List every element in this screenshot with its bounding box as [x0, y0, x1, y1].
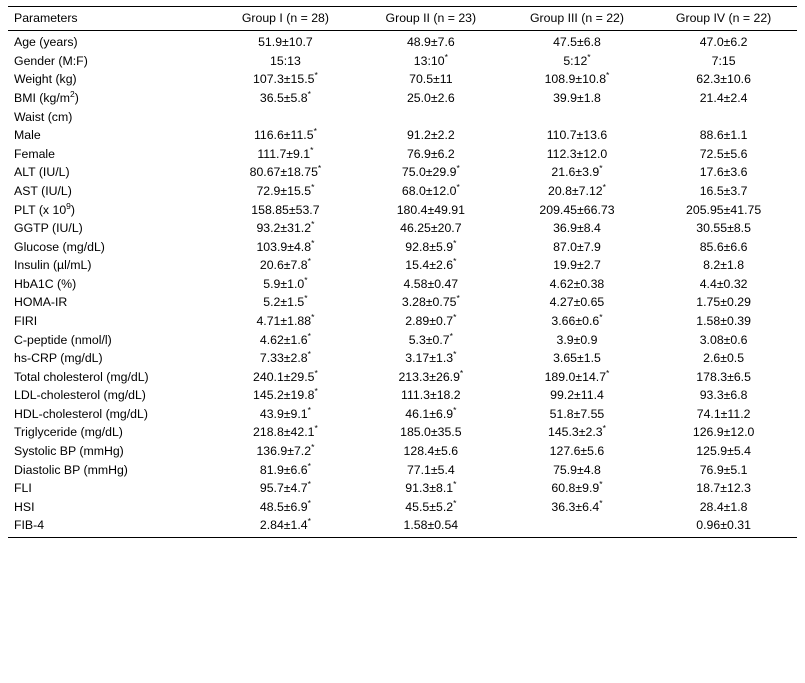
cell-group-2: 68.0±12.0*: [401, 181, 460, 198]
significance-marker: *: [602, 181, 606, 192]
cell-group-3: [504, 516, 650, 537]
significance-marker: *: [606, 367, 610, 378]
table-row: [8, 516, 797, 537]
row-parameter-label: Female: [14, 146, 56, 161]
row-parameter-label: hs-CRP (mg/dL): [14, 351, 103, 366]
significance-marker: *: [307, 516, 311, 527]
cell-group-1: 116.6±11.5*: [253, 126, 317, 143]
cell-group-2: 185.0±35.5: [400, 425, 462, 440]
cell-group-4: 21.4±2.4: [699, 91, 748, 106]
cell-group-4: 0.96±0.31: [650, 516, 797, 537]
row-parameter-label: Age (years): [14, 35, 78, 50]
cell-group-1: 36.5±5.8*: [259, 88, 311, 106]
table-row: [8, 107, 797, 126]
table-row: [8, 479, 797, 498]
row-parameter-label: Weight (kg): [14, 72, 77, 87]
table-row: [8, 182, 797, 201]
cell-group-1: 15:13: [270, 53, 301, 68]
cell-group-3: 36.9±8.4: [553, 221, 601, 236]
table-row: [8, 349, 797, 368]
significance-marker: *: [599, 163, 603, 174]
cell-group-4: 1.58±0.39: [696, 313, 751, 328]
significance-marker: *: [304, 293, 308, 304]
cell-group-1: 107.3±15.5*: [253, 70, 318, 87]
cell-group-4: 74.1±11.2: [696, 406, 751, 421]
cell-group-4: 3.08±0.6: [699, 332, 748, 347]
cell-group-1: 4.62±1.6*: [259, 330, 311, 347]
row-parameter-label: LDL-cholesterol (mg/dL): [14, 388, 146, 403]
row-parameter-label: C-peptide (nmol/l): [14, 332, 112, 347]
cell-group-1: 111.7±9.1*: [257, 144, 314, 161]
table-header-row: [8, 7, 797, 31]
cell-group-3: 36.3±6.4*: [551, 497, 603, 514]
significance-marker: *: [453, 311, 457, 322]
table-row: [8, 330, 797, 349]
cell-group-2: 91.3±8.1*: [405, 479, 457, 496]
significance-marker: *: [307, 404, 311, 415]
cell-group-2: 77.1±5.4: [406, 462, 455, 477]
row-parameter-label: PLT (x $10^9$): [14, 200, 76, 217]
cell-group-2: 13:10*: [413, 51, 448, 68]
significance-marker: *: [317, 163, 322, 174]
cell-group-1: 72.9±15.5*: [256, 181, 315, 198]
row-parameter-label: HSI: [14, 499, 35, 514]
significance-marker: *: [307, 330, 311, 341]
cell-group-3: 189.0±14.7*: [544, 367, 610, 384]
cell-group-1: 95.7±4.7*: [259, 479, 311, 496]
significance-marker: *: [453, 479, 457, 490]
row-parameter-label: Waist (cm): [14, 109, 73, 124]
table-row: [8, 145, 797, 164]
row-parameter-label: HbA1C (%): [14, 276, 77, 291]
cell-group-1: 20.6±7.8*: [259, 256, 311, 273]
significance-marker: *: [453, 237, 457, 248]
row-parameter-label: Triglyceride (mg/dL): [14, 425, 123, 440]
significance-marker: *: [599, 497, 603, 508]
column-header-group-2: Group II (n = 23): [358, 7, 504, 31]
table-row: [8, 31, 797, 52]
cell-group-4: 17.6±3.6: [699, 165, 748, 180]
significance-marker: *: [449, 330, 453, 341]
significance-marker: *: [314, 386, 318, 397]
cell-group-3: 20.8±7.12*: [548, 181, 606, 198]
table-header: [8, 7, 797, 31]
cell-group-3: 4.62±0.38: [549, 276, 605, 291]
table-body: [8, 31, 797, 537]
column-header-group-3: Group III (n = 22): [504, 7, 650, 31]
cell-group-2: 48.9±7.6: [406, 35, 455, 50]
table-row: [8, 498, 797, 517]
cell-group-1: 136.9±7.2*: [256, 441, 315, 459]
row-parameter-label: Insulin (µl/mL): [14, 258, 92, 273]
significance-marker: *: [310, 144, 314, 155]
cell-group-2: 213.3±26.9*: [398, 367, 464, 384]
cell-group-4: 85.6±6.6: [699, 239, 748, 254]
significance-marker: *: [599, 311, 603, 322]
cell-group-2: 25.0±2.6: [406, 91, 455, 106]
significance-marker: *: [599, 479, 603, 490]
cell-group-1: [213, 107, 358, 126]
significance-marker: *: [314, 423, 318, 434]
significance-marker: *: [307, 479, 311, 490]
significance-marker: *: [453, 404, 457, 415]
row-parameter-label: Systolic BP (mmHg): [14, 444, 124, 459]
column-header-group-4: Group IV (n = 22): [650, 7, 797, 31]
cell-group-1: 103.9±4.8*: [256, 237, 315, 254]
cell-group-4: 93.3±6.8: [699, 388, 748, 403]
cell-group-1: 240.1±29.5*: [253, 367, 318, 384]
cell-group-2: 3.28±0.75*: [401, 293, 460, 310]
cell-group-1: 4.71±1.88*: [256, 311, 315, 328]
cell-group-1: 7.33±2.8*: [259, 349, 311, 366]
cell-group-2: 111.3±18.2: [401, 388, 461, 403]
significance-marker: *: [307, 497, 311, 508]
row-parameter-label: HDL-cholesterol (mg/dL): [14, 406, 148, 421]
significance-marker: *: [444, 51, 448, 62]
cell-group-4: 178.3±6.5: [696, 369, 751, 384]
significance-marker: *: [304, 274, 308, 285]
significance-marker: *: [453, 497, 457, 508]
cell-group-2: 180.4±49.91: [396, 202, 465, 217]
cell-group-1: 80.67±18.75*: [249, 163, 322, 180]
significance-marker: *: [456, 181, 460, 192]
parameters-comparison-table: [8, 6, 797, 538]
table-row: [8, 405, 797, 424]
cell-group-2: [358, 107, 504, 126]
significance-marker: *: [311, 181, 315, 192]
row-parameter-label: ALT (IU/L): [14, 165, 70, 180]
cell-group-1: 158.85±53.7: [251, 202, 320, 217]
row-parameter-label: HOMA-IR: [14, 295, 68, 310]
cell-group-3: 39.9±1.8: [553, 91, 601, 106]
cell-group-4: 7:15: [711, 53, 736, 68]
table-row: [8, 126, 797, 145]
cell-group-3: 5:12*: [563, 51, 591, 68]
table-row: [8, 423, 797, 442]
cell-group-4: 76.9±5.1: [699, 462, 748, 477]
cell-group-2: 70.5±11: [409, 72, 453, 87]
cell-group-1: 43.9±9.1*: [259, 404, 311, 421]
cell-group-3: 3.9±0.9: [556, 332, 598, 347]
significance-marker: *: [311, 237, 315, 248]
cell-group-2: 92.8±5.9*: [405, 237, 457, 254]
cell-group-4: 88.6±1.1: [699, 128, 748, 143]
significance-marker: *: [587, 51, 591, 62]
cell-group-1: 51.9±10.7: [258, 35, 313, 50]
cell-group-3: 3.66±0.6*: [551, 311, 603, 328]
row-parameter-label: FIB-4: [8, 516, 213, 537]
row-parameter-label: Male: [14, 128, 41, 143]
cell-group-2: 45.5±5.2*: [405, 497, 457, 514]
significance-marker: *: [453, 349, 457, 360]
cell-group-3: 108.9±10.8*: [544, 70, 610, 87]
cell-group-2: 75.0±29.9*: [401, 163, 460, 180]
cell-group-4: 30.55±8.5: [696, 221, 751, 236]
cell-group-3: 112.3±12.0: [546, 146, 608, 161]
cell-group-2: 46.1±6.9*: [405, 404, 457, 421]
row-parameter-label: FIRI: [14, 313, 38, 328]
cell-group-4: 72.5±5.6: [699, 146, 748, 161]
cell-group-1: 5.2±1.5*: [263, 293, 308, 310]
significance-marker: *: [307, 256, 311, 267]
table-row: [8, 442, 797, 461]
row-parameter-label: BMI $(kg/m^2)$: [14, 88, 79, 106]
cell-group-4: 4.4±0.32: [699, 276, 748, 291]
cell-group-4: 8.2±1.8: [703, 258, 745, 273]
column-header-parameters: Parameters: [8, 7, 213, 31]
table-row: [8, 275, 797, 294]
row-parameter-label: Gender (M:F): [14, 53, 88, 68]
cell-group-2: 76.9±6.2: [406, 146, 455, 161]
cell-group-3: 19.9±2.7: [553, 258, 601, 273]
cell-group-3: 21.6±3.9*: [551, 163, 603, 180]
cell-group-2: 1.58±0.54: [358, 516, 504, 537]
cell-group-4: 28.4±1.8: [699, 499, 748, 514]
cell-group-1: 48.5±6.9*: [259, 497, 311, 514]
significance-marker: *: [307, 88, 311, 99]
significance-marker: *: [313, 126, 317, 137]
cell-group-3: 99.2±11.4: [550, 388, 604, 403]
row-parameter-label: Diastolic BP (mmHg): [14, 462, 128, 477]
cell-group-4: 125.9±5.4: [696, 444, 751, 459]
cell-group-1: 145.2±19.8*: [253, 386, 318, 403]
significance-marker: *: [456, 163, 460, 174]
table-row: [8, 238, 797, 257]
significance-marker: *: [314, 367, 318, 378]
table-row: [8, 293, 797, 312]
cell-group-2: 3.17±1.3*: [405, 349, 457, 366]
significance-marker: *: [606, 70, 610, 81]
significance-marker: *: [307, 460, 311, 471]
row-parameter-label: GGTP (IU/L): [14, 221, 83, 236]
cell-group-2: 91.2±2.2: [406, 128, 455, 143]
table-row: [8, 312, 797, 331]
cell-group-3: 4.27±0.65: [549, 295, 605, 310]
column-header-group-1: Group I (n = 28): [213, 7, 358, 31]
cell-group-1: 2.84±1.4*: [213, 516, 358, 537]
cell-group-4: [650, 107, 797, 126]
cell-group-3: [504, 107, 650, 126]
table-row: [8, 70, 797, 89]
cell-group-4: 2.6±0.5: [703, 351, 745, 366]
cell-group-4: 18.7±12.3: [696, 481, 751, 496]
significance-marker: *: [453, 256, 457, 267]
cell-group-4: 47.0±6.2: [699, 35, 748, 50]
row-parameter-label: FLI: [14, 481, 32, 496]
cell-group-4: 16.5±3.7: [699, 183, 748, 198]
cell-group-4: 62.3±10.6: [696, 72, 751, 87]
row-parameter-label: AST (IU/L): [14, 183, 72, 198]
significance-marker: *: [311, 441, 315, 452]
significance-marker: *: [456, 293, 460, 304]
table-row: [8, 460, 797, 479]
cell-group-3: 127.6±5.6: [549, 444, 605, 459]
significance-marker: *: [602, 423, 606, 434]
cell-group-3: 3.65±1.5: [553, 351, 601, 366]
significance-marker: *: [459, 367, 464, 378]
cell-group-1: 93.2±31.2*: [256, 218, 315, 236]
row-parameter-label: Glucose (mg/dL): [14, 239, 105, 254]
cell-group-3: 47.5±6.8: [553, 35, 601, 50]
cell-group-3: 87.0±7.9: [553, 239, 601, 254]
cell-group-3: 209.45±66.73: [539, 202, 615, 217]
table-row: [8, 256, 797, 275]
row-parameter-label: Total cholesterol (mg/dL): [14, 369, 149, 384]
table-row: [8, 219, 797, 238]
cell-group-4: 1.75±0.29: [696, 295, 751, 310]
cell-group-1: 218.8±42.1*: [253, 423, 318, 440]
table-row: [8, 368, 797, 387]
cell-group-2: 128.4±5.6: [403, 444, 459, 459]
significance-marker: *: [314, 70, 318, 81]
cell-group-1: 81.9±6.6*: [259, 460, 311, 477]
cell-group-2: 15.4±2.6*: [405, 256, 457, 273]
table-row: [8, 52, 797, 71]
cell-group-3: 60.8±9.9*: [551, 479, 603, 496]
significance-marker: *: [311, 218, 315, 229]
cell-group-3: 110.7±13.6: [546, 128, 608, 143]
cell-group-2: 5.3±0.7*: [408, 330, 453, 347]
table-row: [8, 200, 797, 219]
cell-group-2: 4.58±0.47: [403, 276, 459, 291]
cell-group-3: 51.8±7.55: [549, 406, 605, 421]
cell-group-1: 5.9±1.0*: [263, 274, 308, 291]
cell-group-2: 46.25±20.7: [400, 221, 462, 236]
cell-group-4: 205.95±41.75: [686, 202, 762, 217]
table-row: [8, 386, 797, 405]
cell-group-3: 75.9±4.8: [553, 462, 601, 477]
cell-group-4: 126.9±12.0: [692, 425, 755, 440]
cell-group-2: 2.89±0.7*: [405, 311, 457, 328]
significance-marker: *: [311, 311, 315, 322]
significance-marker: *: [307, 349, 311, 360]
cell-group-3: 145.3±2.3*: [548, 423, 606, 440]
table-row: [8, 163, 797, 182]
table-row: [8, 89, 797, 108]
